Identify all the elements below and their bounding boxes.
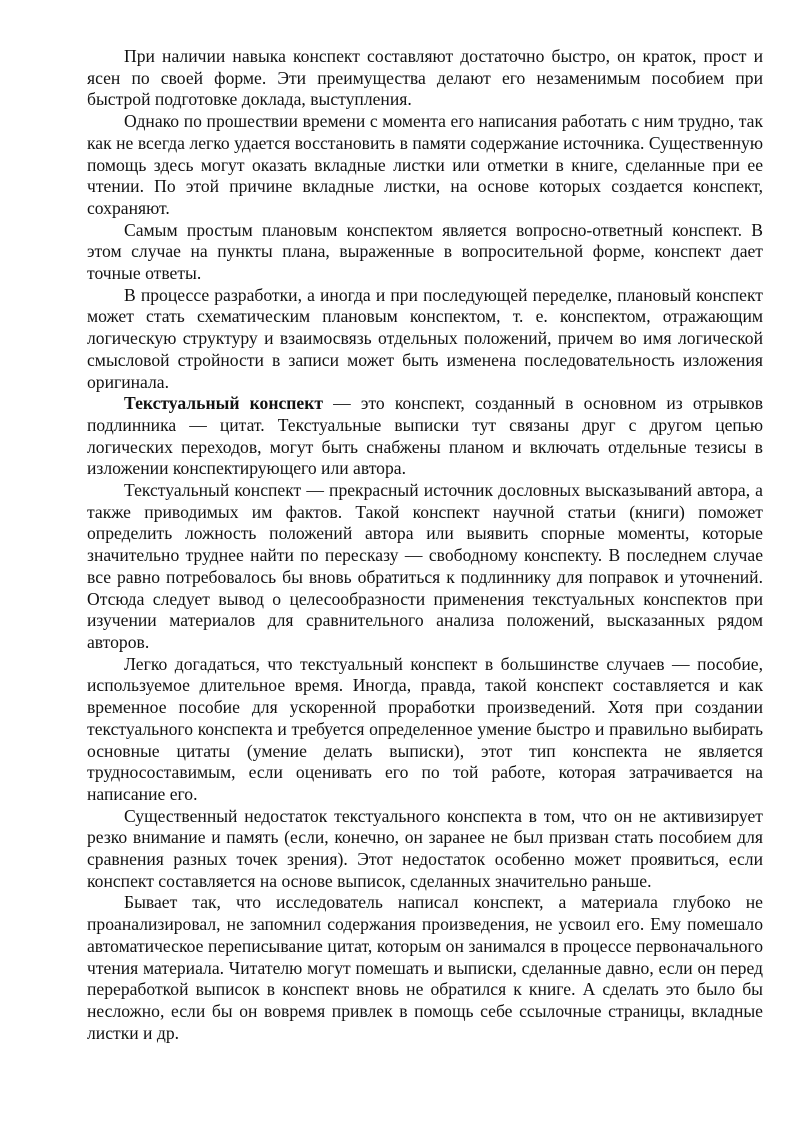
paragraph-5 — [87, 393, 763, 480]
paragraph-1 — [87, 46, 763, 111]
paragraph-text: Самым простым плановым конспектом является вопросно-ответный конспект. В этом случае на пункты плана, выраженные в вопросительной форме, конспект дает точные ответы. — [87, 219, 763, 284]
paragraph-text: Однако по прошествии времени с момента его написания работать с ним трудно, так как не всегда легко удается восстановить в памяти содержание источника. Существенную помощь здесь могут оказать вкладные листки или отметки в книге, сделанные при ее чтении. По этой причине вкладные листки, на основе которых создается конспект, сохраняют. — [87, 111, 763, 218]
paragraph-text: Бывает так, что исследователь написал конспект, а материала глубоко не проанализировал, не запомнил содержания произведения, не усвоил его. Ему помешало автоматическое переписывание цитат, которым он занимался в процессе первоначального чтения материала. Читателю могут помешать и выписки, сделанные давно, если он перед переработкой выписок в конспект вновь не обратился к книге. А сделать это было бы несложно, если бы он вовремя привлек в помощь себе ссылочные страницы, вкладные листки и др. — [87, 892, 763, 1043]
paragraph-8 — [87, 806, 763, 893]
paragraph-text: В процессе разработки, а иногда и при последующей переделке, плановый конспект может стать схематическим плановым конспектом, т. е. конспектом, отражающим логическую структуру и взаимосвязь отдельных положений, причем во имя логической смысловой стройности в записи может быть изменена последовательность изложения оригинала. — [87, 284, 763, 392]
paragraph-text: — это конспект, созданный в основном из отрывков подлинника — цитат. Текстуальные выписки тут связаны друг с другом цепью логических переходов, могут быть снабжены планом и включать отдельные тезисы в изложении конспектирующего или автора. — [87, 393, 764, 479]
paragraph-text: Существенный недостаток текстуального конспекта в том, что он не активизирует резко внимание и память (если, конечно, он заранее не был призван стать пособием для сравнения разных точек зрения). Этот недостаток особенно может проявиться, если конспект составляется на основе выписок, сделанных значительно раньше. — [87, 805, 763, 891]
paragraph-4 — [87, 285, 763, 394]
defined-term: Текстуальный конспект — [124, 393, 324, 414]
paragraph-3 — [87, 220, 763, 285]
paragraph-text: При наличии навыка конспект составляют достаточно быстро, он краток, прост и ясен по своей форме. Эти преимущества делают его незаменимым пособием при быстрой подготовке доклада, выступления. — [87, 46, 763, 110]
paragraph-text: Легко догадаться, что текстуальный конспект в большинстве случаев — пособие, используемое длительное время. Иногда, правда, такой конспект составляется и как временное пособие для ускоренной проработки произведений. Хотя при создании текстуального конспекта и требуется определенное умение быстро и правильно выбирать основные цитаты (умение делать выписки), этот тип конспекта не является трудносоставимым, если оценивать его по той работе, которая затрачивается на написание его. — [87, 653, 763, 804]
paragraph-text: Текстуальный конспект — прекрасный источник дословных высказываний автора, а также приводимых им фактов. Такой конспект научной статьи (книги) поможет определить ложность положений автора или выявить спорные моменты, которые значительно труднее найти по пересказу — свободному конспекту. В последнем случае все равно потребовалось бы вновь обратиться к подлиннику для поправок и уточнений. Отсюда следует вывод о целесообразности применения текстуальных конспектов при изучении материалов для сравнительного анализа положений, высказанных рядом авторов. — [87, 480, 763, 652]
paragraph-9 — [87, 892, 763, 1044]
paragraph-6 — [87, 480, 763, 654]
paragraph-7 — [87, 654, 763, 806]
document-page — [87, 46, 763, 1044]
paragraph-2 — [87, 111, 763, 220]
